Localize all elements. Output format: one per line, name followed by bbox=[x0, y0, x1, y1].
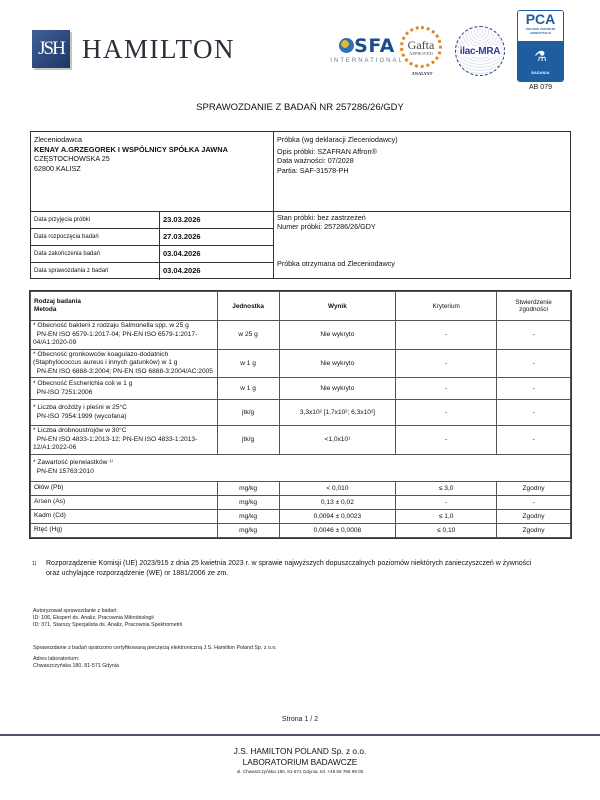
gafta-logo bbox=[400, 26, 442, 68]
element-name: Arsen (As) bbox=[31, 495, 218, 509]
client-name: KENAY A.GRZEGOREK I WSPÓLNICY SPÓŁKA JAWNA bbox=[34, 144, 228, 154]
table-header-row bbox=[31, 292, 571, 321]
authorization-line: ID: 106, Ekspert ds. Analiz, Pracownia Mikrobiologii bbox=[33, 615, 154, 621]
pca-subtitle-1: POLSKIE CENTRUM bbox=[525, 27, 555, 31]
gafta-approved: APPROVED bbox=[409, 50, 433, 56]
test-cell: * Obecność gronkowców koagulazo-dodatnich (Staphylococcus aureus i innych gatunków) w 1 g PN-EN ISO 6888-3:2004; PN-EN ISO 6888-3:2004/AC:2005 bbox=[31, 349, 218, 378]
table-row bbox=[31, 378, 571, 400]
unit-cell: w 1 g bbox=[217, 378, 279, 400]
hamilton-logo bbox=[32, 30, 235, 68]
result-cell: Nie wykryto bbox=[279, 349, 396, 378]
result-cell: 0,0046 ± 0,0008 bbox=[279, 523, 396, 537]
ilac-name: ilac-MRA bbox=[459, 45, 501, 57]
compliance-cell: - bbox=[497, 495, 571, 509]
header-result: Wynik bbox=[279, 292, 396, 321]
sample-label: Próbka (wg deklaracji Zleceniodawcy) bbox=[277, 135, 398, 144]
accreditation-code: AB 079 bbox=[529, 84, 552, 91]
fosfa-globe-icon bbox=[339, 38, 354, 53]
header-compliance bbox=[497, 292, 571, 321]
date-row bbox=[31, 246, 273, 263]
unit-cell: mg/kg bbox=[217, 481, 279, 495]
criterion-cell: ≤ 3,0 bbox=[396, 481, 497, 495]
unit-cell: mg/kg bbox=[217, 523, 279, 537]
unit-cell: w 25 g bbox=[217, 321, 279, 350]
compliance-cell: - bbox=[497, 378, 571, 400]
pca-logo bbox=[517, 10, 564, 82]
date-row bbox=[31, 212, 273, 229]
criterion-cell: - bbox=[396, 378, 497, 400]
fosfa-subtitle: INTERNATIONAL bbox=[330, 58, 404, 64]
criterion-cell: - bbox=[396, 321, 497, 350]
result-cell: Nie wykryto bbox=[279, 378, 396, 400]
criterion-cell: - bbox=[396, 400, 497, 426]
sample-batch: Partia: SAF-31578-PH bbox=[277, 165, 349, 175]
footer-lab: LABORATORIUM BADAWCZE bbox=[242, 757, 358, 767]
table-row bbox=[31, 321, 571, 350]
client-street: CZĘSTOCHOWSKA 25 bbox=[34, 154, 110, 163]
compliance-cell: - bbox=[497, 426, 571, 455]
unit-cell: jtk/g bbox=[217, 400, 279, 426]
fosfa-logo: SFA INTERNATIONAL bbox=[320, 36, 414, 64]
test-cell: * Obecność Escherichia coli w 1 g PN-ISO 7251:2006 bbox=[31, 378, 218, 400]
header-compliance-1: Stwierdzenie bbox=[515, 299, 552, 306]
pca-scope: BADANIA bbox=[531, 71, 550, 75]
footnote bbox=[32, 559, 546, 579]
date-value: 23.03.2026 bbox=[163, 215, 201, 224]
compliance-cell: - bbox=[497, 400, 571, 426]
unit-cell: w 1 g bbox=[217, 349, 279, 378]
test-cell: * Liczba drobnoustrojów w 30°C PN-EN ISO 4833-1:2013-12; PN-EN ISO 4833-1:2013-12/A1:2022-06 bbox=[31, 426, 218, 455]
header-compliance-2: zgodności bbox=[519, 306, 548, 313]
sample-state: Stan próbki: bez zastrzeżeń bbox=[277, 213, 366, 222]
table-row bbox=[31, 509, 571, 523]
footer bbox=[0, 746, 600, 775]
info-block bbox=[30, 131, 571, 279]
client-city: 62800 KALISZ bbox=[34, 163, 81, 173]
date-row bbox=[31, 229, 273, 246]
result-cell: < 0,010 bbox=[279, 481, 396, 495]
table-row bbox=[31, 426, 571, 455]
date-value: 27.03.2026 bbox=[163, 232, 201, 241]
criterion-cell: - bbox=[396, 349, 497, 378]
footer-divider bbox=[0, 734, 600, 736]
element-name: Ołów (Pb) bbox=[31, 481, 218, 495]
table-group-row bbox=[31, 454, 571, 481]
compliance-cell: Zgodny bbox=[497, 481, 571, 495]
date-row bbox=[31, 263, 273, 280]
criterion-cell: ≤ 0,10 bbox=[396, 523, 497, 537]
header-method: Metoda bbox=[34, 306, 57, 313]
lab-address bbox=[33, 656, 119, 670]
compliance-cell: - bbox=[497, 321, 571, 350]
divider bbox=[273, 132, 274, 278]
client-section bbox=[34, 135, 228, 173]
footnote-mark: 1) bbox=[32, 561, 37, 567]
footnote-text: Rozporządzenie Komisji (UE) 2023/915 z dnia 25 kwietnia 2023 r. w sprawie najwyższych dopuszczalnych poziomów niektórych zanieczyszczeń w żywności oraz uchylające rozporządzenie (WE) nr 1881/2006 ze zm. bbox=[46, 560, 532, 577]
table-row bbox=[31, 495, 571, 509]
footer-company: J.S. HAMILTON POLAND Sp. z o.o. bbox=[233, 746, 367, 756]
compliance-cell: Zgodny bbox=[497, 509, 571, 523]
pca-subtitle-2: AKREDYTACJI bbox=[529, 31, 552, 35]
sample-received-from: Próbka otrzymana od Zleceniodawcy bbox=[277, 259, 395, 268]
date-value: 03.04.2026 bbox=[163, 249, 201, 258]
unit-cell: jtk/g bbox=[217, 426, 279, 455]
test-cell: * Obecność bakterii z rodzaju Salmonella spp. w 25 g PN-EN ISO 6579-1:2017-04; PN-EN ISO 6579-1:2017-04/A1:2020-09 bbox=[31, 321, 218, 350]
element-name: Kadm (Cd) bbox=[31, 509, 218, 523]
page-number: Strona 1 / 2 bbox=[281, 716, 319, 723]
lab-address-label: Adres laboratorium: bbox=[33, 656, 80, 662]
header-criterion: Kryterium bbox=[396, 292, 497, 321]
date-label: Data przyjęcia próbki bbox=[31, 212, 160, 228]
ilac-mra-logo bbox=[455, 26, 505, 76]
lab-address-value: Chwaszczyńska 180, 81-571 Gdynia bbox=[33, 663, 119, 669]
sample-section bbox=[277, 135, 398, 175]
result-cell: 0,13 ± 0,02 bbox=[279, 495, 396, 509]
criterion-cell: - bbox=[396, 426, 497, 455]
table-row bbox=[31, 481, 571, 495]
sample-number: Numer próbki: 257286/26/GDY bbox=[277, 222, 376, 231]
header-test: Rodzaj badania bbox=[34, 298, 81, 305]
header-test-method bbox=[31, 292, 218, 321]
unit-cell: mg/kg bbox=[217, 495, 279, 509]
dates-table bbox=[31, 212, 273, 280]
unit-cell: mg/kg bbox=[217, 509, 279, 523]
compliance-cell: Zgodny bbox=[497, 523, 571, 537]
client-label: Zleceniodawca bbox=[34, 135, 82, 144]
result-cell: 0,0094 ± 0,0023 bbox=[279, 509, 396, 523]
pca-name: PCA bbox=[525, 11, 556, 27]
authorization-section bbox=[33, 608, 182, 629]
table-row bbox=[31, 349, 571, 378]
test-cell: * Liczba drożdży i pleśni w 25°C PN-ISO 7954:1999 (wycofana) bbox=[31, 400, 218, 426]
result-cell: 3,3x10² [1,7x10²; 6,3x10²] bbox=[279, 400, 396, 426]
sample-expiry: Data ważności: 07/2028 bbox=[277, 156, 354, 165]
gafta-analyst: ANALYST bbox=[411, 71, 433, 76]
gafta-name: Gafta bbox=[407, 37, 435, 52]
header-unit: Jednostka bbox=[217, 292, 279, 321]
authorization-line: ID: 371, Starszy Specjalista ds. Analiz, Pracownia Spektrometrii bbox=[33, 622, 183, 628]
compliance-cell: - bbox=[497, 349, 571, 378]
table-row bbox=[31, 523, 571, 537]
report-title: SPRAWOZDANIE Z BADAŃ NR 257286/26/GDY bbox=[196, 102, 404, 113]
jsh-logo-mark: JSH bbox=[32, 30, 70, 68]
results-table bbox=[30, 291, 571, 538]
authorization-title: Autoryzował sprawozdanie z badań: bbox=[33, 608, 118, 614]
table-row bbox=[31, 400, 571, 426]
date-label: Data rozpoczęcia badań bbox=[31, 229, 160, 245]
result-cell: <1,0x10¹ bbox=[279, 426, 396, 455]
criterion-cell: - bbox=[396, 495, 497, 509]
footer-address: ul. Chwaszczyńska 180, 81-571 Gdynia, tel. +48 58 766 99 00 bbox=[236, 769, 364, 774]
date-label: Data sprawozdania z badań bbox=[31, 263, 160, 280]
element-name: Rtęć (Hg) bbox=[31, 523, 218, 537]
date-label: Data zakończenia badań bbox=[31, 246, 160, 262]
flask-icon: ⚗ bbox=[534, 48, 547, 64]
sample-description: Opis próbki: SZAFRAN Affron® bbox=[277, 146, 377, 156]
seal-note: Sprawozdanie z badań opatrzono certyfikowaną pieczęcią elektroniczną J.S. Hamilton Poland Sp. z o.o. bbox=[33, 645, 277, 651]
result-cell: Nie wykryto bbox=[279, 321, 396, 350]
company-name: HAMILTON bbox=[82, 33, 236, 64]
date-value: 03.04.2026 bbox=[163, 266, 201, 275]
sample-state-section bbox=[277, 213, 376, 231]
elements-group-cell: * Zawartość pierwiastków ¹⁾ PN-EN 15763:2010 bbox=[31, 454, 571, 481]
criterion-cell: ≤ 1,0 bbox=[396, 509, 497, 523]
